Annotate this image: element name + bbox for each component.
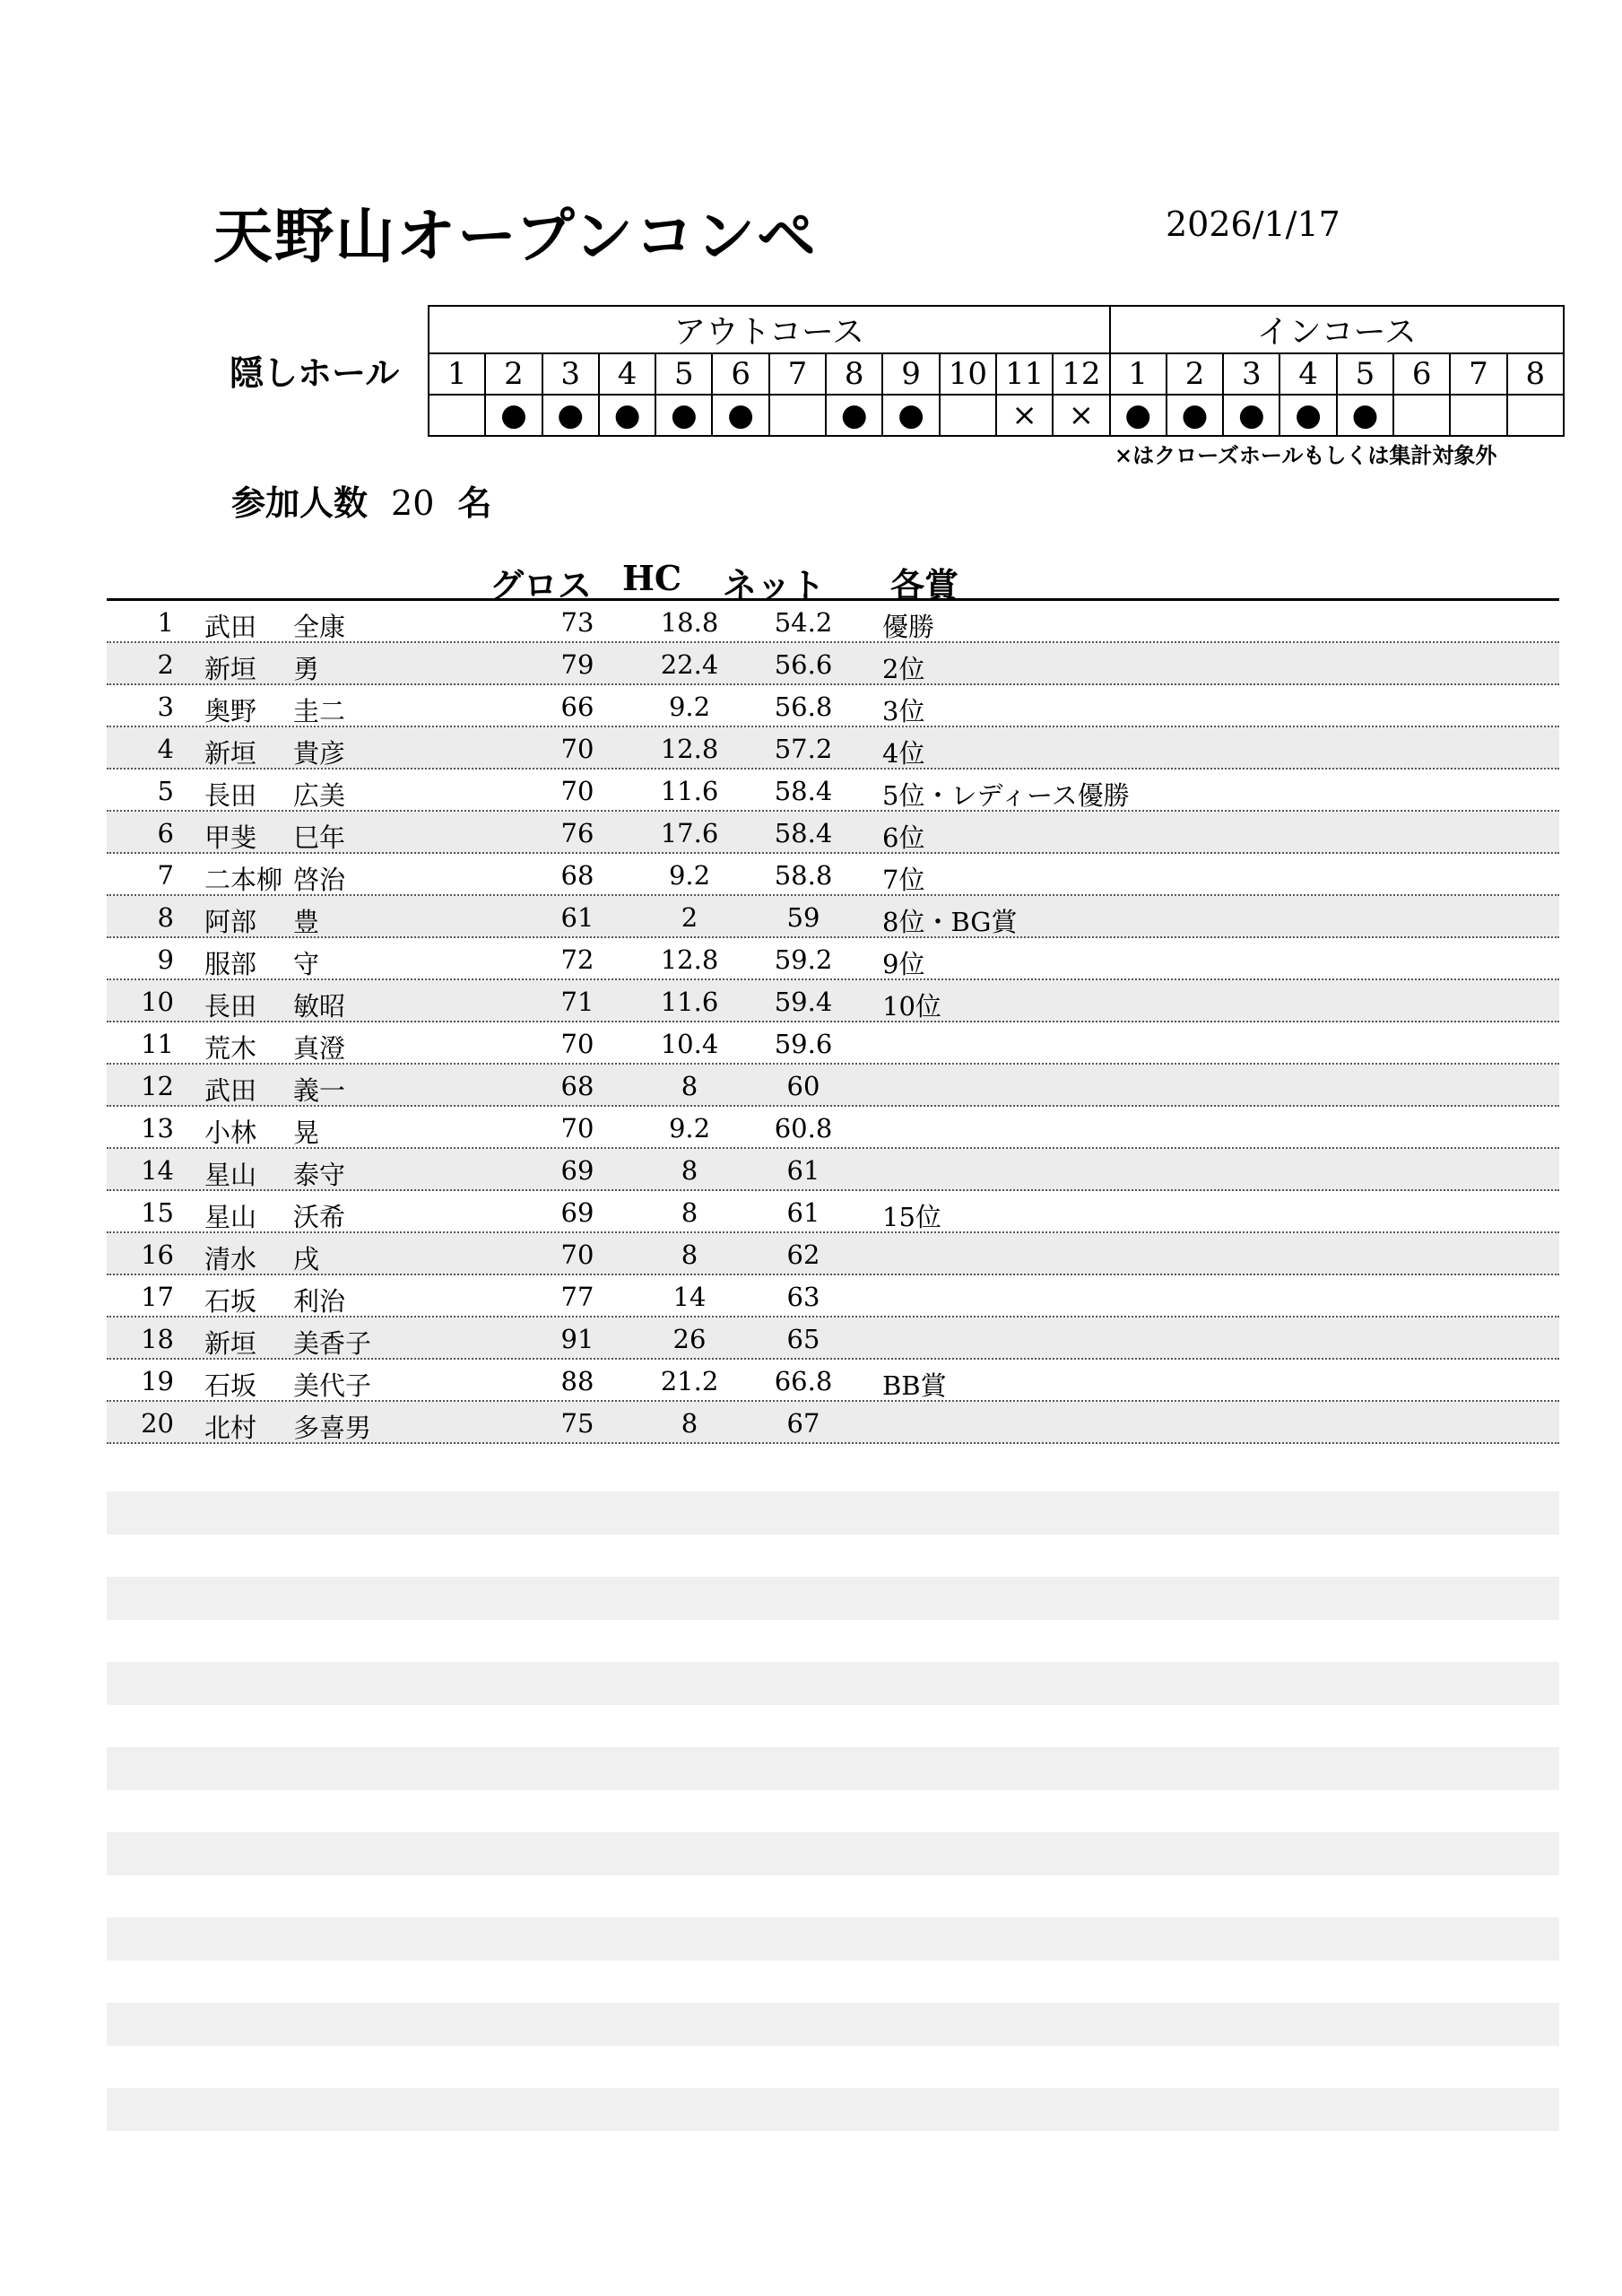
result-first-name: 義一 [293,1075,346,1106]
result-net: 58.4 [774,818,833,848]
result-handicap: 8 [681,1155,698,1186]
result-row [107,812,1559,854]
result-row [107,1402,1559,1444]
result-handicap: 17.6 [660,818,719,848]
result-last-name: 長田 [204,991,257,1022]
result-rank: 17 [141,1282,174,1312]
result-gross: 75 [560,1408,594,1439]
blank-row [107,1918,1559,1961]
result-rank: 10 [141,987,174,1017]
hole-number-in-7: 7 [1450,353,1506,395]
result-net: 62 [786,1239,820,1270]
hole-mark-in-2: ● [1167,395,1223,436]
result-net: 61 [786,1155,820,1186]
result-last-name: 服部 [204,949,257,979]
result-first-name: 広美 [293,780,346,811]
in-course-header: インコース [1110,306,1564,353]
result-last-name: 武田 [204,612,257,642]
result-last-name: 小林 [204,1118,257,1148]
award-column-header: 各賞 [890,565,959,605]
hole-number-out-11: 11 [996,353,1053,395]
result-first-name: 沃希 [293,1202,346,1232]
hole-number-out-9: 9 [882,353,939,395]
result-row [107,1065,1559,1107]
result-rank: 4 [157,734,174,764]
hidden-holes-table [428,305,1565,437]
result-award: 3位 [882,696,925,726]
result-net: 65 [786,1324,820,1354]
result-rank: 15 [141,1197,174,1228]
result-award: 5位・レディース優勝 [882,780,1130,811]
blank-row [107,2088,1559,2131]
result-handicap: 8 [681,1197,698,1228]
result-first-name: 勇 [293,654,320,684]
result-last-name: 北村 [204,1413,257,1443]
result-gross: 70 [560,776,594,806]
hole-mark-in-4: ● [1279,395,1336,436]
result-gross: 68 [560,860,594,891]
hole-mark-in-1: ● [1110,395,1167,436]
hole-number-out-12: 12 [1053,353,1109,395]
hole-mark-out-10 [940,395,996,436]
result-gross: 70 [560,1029,594,1059]
hole-mark-out-3: ● [542,395,599,436]
result-gross: 88 [560,1366,594,1396]
result-first-name: 美香子 [293,1328,372,1359]
result-first-name: 泰守 [293,1160,346,1190]
result-gross: 68 [560,1071,594,1101]
result-last-name: 奥野 [204,696,257,726]
result-gross: 69 [560,1197,594,1228]
result-handicap: 9.2 [668,860,711,891]
hole-number-out-6: 6 [712,353,768,395]
hole-number-out-3: 3 [542,353,599,395]
result-rank: 18 [141,1324,174,1354]
hole-mark-in-3: ● [1223,395,1279,436]
blank-row [107,1492,1559,1535]
result-first-name: 全康 [293,612,346,642]
hole-number-in-6: 6 [1393,353,1450,395]
participant-count [231,475,491,525]
hole-mark-out-4: ● [599,395,655,436]
result-handicap: 11.6 [660,987,719,1017]
result-net: 59 [786,902,820,933]
result-handicap: 22.4 [660,649,719,680]
hole-mark-in-8 [1507,395,1564,436]
result-gross: 70 [560,734,594,764]
result-rank: 13 [141,1113,174,1144]
result-first-name: 圭二 [293,696,346,726]
result-last-name: 新垣 [204,1328,257,1359]
course-header-row [429,306,1564,353]
hole-number-in-8: 8 [1507,353,1564,395]
result-first-name: 敏昭 [293,991,346,1022]
hole-mark-out-8: ● [826,395,882,436]
result-row [107,685,1559,727]
blank-row [107,1832,1559,1875]
result-row [107,1318,1559,1360]
result-net: 67 [786,1408,820,1439]
result-last-name: 新垣 [204,738,257,769]
result-award: 4位 [882,738,925,769]
out-course-header: アウトコース [429,306,1110,353]
result-rank: 20 [141,1408,174,1439]
result-last-name: 石坂 [204,1370,257,1401]
gross-column-header: グロス [490,565,593,605]
blank-row [107,1747,1559,1790]
hole-number-out-1: 1 [429,353,485,395]
result-handicap: 2 [681,902,698,933]
result-handicap: 11.6 [660,776,719,806]
participant-number: 20 [391,483,435,523]
hole-number-out-5: 5 [655,353,712,395]
result-award: 7位 [882,865,925,895]
result-award: 9位 [882,949,925,979]
result-last-name: 長田 [204,780,257,811]
result-handicap: 12.8 [660,734,719,764]
result-row [107,1360,1559,1402]
hole-number-in-3: 3 [1223,353,1279,395]
result-net: 60 [786,1071,820,1101]
hole-mark-out-2: ● [485,395,542,436]
hole-number-out-10: 10 [940,353,996,395]
result-rank: 6 [157,818,174,848]
hc-column-header: HC [622,558,682,598]
blank-row [107,1662,1559,1705]
result-net: 58.8 [774,860,833,891]
result-gross: 70 [560,1113,594,1144]
net-column-header: ネット [723,565,826,605]
hole-mark-out-1 [429,395,485,436]
result-handicap: 10.4 [660,1029,719,1059]
result-net: 66.8 [774,1366,833,1396]
result-gross: 76 [560,818,594,848]
result-award: 15位 [882,1202,941,1232]
result-first-name: 守 [293,949,320,979]
hole-number-in-4: 4 [1279,353,1336,395]
result-last-name: 新垣 [204,654,257,684]
hole-number-out-7: 7 [769,353,826,395]
result-gross: 79 [560,649,594,680]
result-handicap: 9.2 [668,1113,711,1144]
event-date: 2026/1/17 [1166,204,1340,244]
hole-number-in-1: 1 [1110,353,1167,395]
result-row [107,1275,1559,1318]
result-row [107,938,1559,980]
result-last-name: 星山 [204,1202,257,1232]
result-row [107,854,1559,896]
result-award: 6位 [882,822,925,853]
result-rank: 9 [157,944,174,975]
result-handicap: 26 [672,1324,707,1354]
hole-mark-out-9: ● [882,395,939,436]
hole-number-in-2: 2 [1167,353,1223,395]
results-list [107,601,1559,1444]
result-award: 8位・BG賞 [882,907,1018,937]
result-net: 59.2 [774,944,833,975]
result-handicap: 12.8 [660,944,719,975]
blank-row [107,1577,1559,1620]
result-last-name: 荒木 [204,1033,257,1064]
result-first-name: 晃 [293,1118,320,1148]
participant-unit: 名 [457,483,492,523]
result-gross: 69 [560,1155,594,1186]
result-handicap: 8 [681,1071,698,1101]
hole-number-row [429,353,1564,395]
result-net: 59.6 [774,1029,833,1059]
result-gross: 71 [560,987,594,1017]
result-gross: 70 [560,1239,594,1270]
result-award: 10位 [882,991,941,1022]
result-row [107,1149,1559,1191]
result-handicap: 9.2 [668,691,711,722]
result-handicap: 18.8 [660,607,719,638]
result-last-name: 石坂 [204,1286,257,1317]
result-first-name: 豊 [293,907,320,937]
hole-number-in-5: 5 [1337,353,1393,395]
result-first-name: 多喜男 [293,1413,372,1443]
result-gross: 77 [560,1282,594,1312]
result-row [107,1022,1559,1065]
result-last-name: 清水 [204,1244,257,1274]
result-net: 58.4 [774,776,833,806]
result-gross: 66 [560,691,594,722]
result-rank: 11 [141,1029,174,1059]
result-gross: 91 [560,1324,594,1354]
result-net: 54.2 [774,607,833,638]
result-first-name: 巳年 [293,822,346,853]
hole-mark-out-12: × [1053,395,1109,436]
result-first-name: 美代子 [293,1370,372,1401]
hole-mark-in-6 [1393,395,1450,436]
result-first-name: 啓治 [293,865,346,895]
hole-mark-out-5: ● [655,395,712,436]
result-net: 56.6 [774,649,833,680]
result-net: 56.8 [774,691,833,722]
result-rank: 3 [157,691,174,722]
result-row [107,601,1559,643]
result-handicap: 8 [681,1239,698,1270]
result-handicap: 14 [672,1282,707,1312]
result-first-name: 真澄 [293,1033,346,1064]
result-award: 2位 [882,654,925,684]
result-rank: 12 [141,1071,174,1101]
result-rank: 8 [157,902,174,933]
result-row [107,980,1559,1022]
page-title: 天野山オープンコンペ [213,201,819,271]
hole-number-out-2: 2 [485,353,542,395]
result-rank: 19 [141,1366,174,1396]
result-row [107,1233,1559,1275]
result-row [107,727,1559,770]
result-row [107,896,1559,938]
result-rank: 2 [157,649,174,680]
hole-mark-in-5: ● [1337,395,1393,436]
blank-rows [107,1492,1559,2173]
result-rank: 14 [141,1155,174,1186]
result-net: 57.2 [774,734,833,764]
result-last-name: 甲斐 [204,822,257,853]
result-row [107,643,1559,685]
hidden-holes-label: 隠しホール [230,352,400,393]
result-award: BB賞 [882,1370,947,1401]
participant-label: 参加人数 [231,483,369,523]
hole-number-out-8: 8 [826,353,882,395]
result-last-name: 星山 [204,1160,257,1190]
hole-mark-row [429,395,1564,436]
closed-hole-note: ×はクローズホールもしくは集計対象外 [1115,442,1497,468]
result-gross: 72 [560,944,594,975]
result-row [107,1191,1559,1233]
hole-number-out-4: 4 [599,353,655,395]
result-handicap: 21.2 [660,1366,719,1396]
result-first-name: 貴彦 [293,738,346,769]
result-award: 優勝 [882,612,935,642]
result-gross: 73 [560,607,594,638]
blank-row [107,2003,1559,2046]
hole-mark-out-7 [769,395,826,436]
result-last-name: 阿部 [204,907,257,937]
hole-mark-out-6: ● [712,395,768,436]
result-handicap: 8 [681,1408,698,1439]
result-net: 61 [786,1197,820,1228]
result-row [107,1107,1559,1149]
result-net: 63 [786,1282,820,1312]
result-rank: 7 [157,860,174,891]
result-first-name: 戌 [293,1244,320,1274]
result-gross: 61 [560,902,594,933]
result-rank: 1 [157,607,174,638]
hole-mark-out-11: × [996,395,1053,436]
result-net: 59.4 [774,987,833,1017]
result-first-name: 利治 [293,1286,346,1317]
result-rank: 16 [141,1239,174,1270]
result-row [107,770,1559,812]
hole-mark-in-7 [1450,395,1506,436]
result-last-name: 二本柳 [204,865,283,895]
result-rank: 5 [157,776,174,806]
result-last-name: 武田 [204,1075,257,1106]
result-net: 60.8 [774,1113,833,1144]
